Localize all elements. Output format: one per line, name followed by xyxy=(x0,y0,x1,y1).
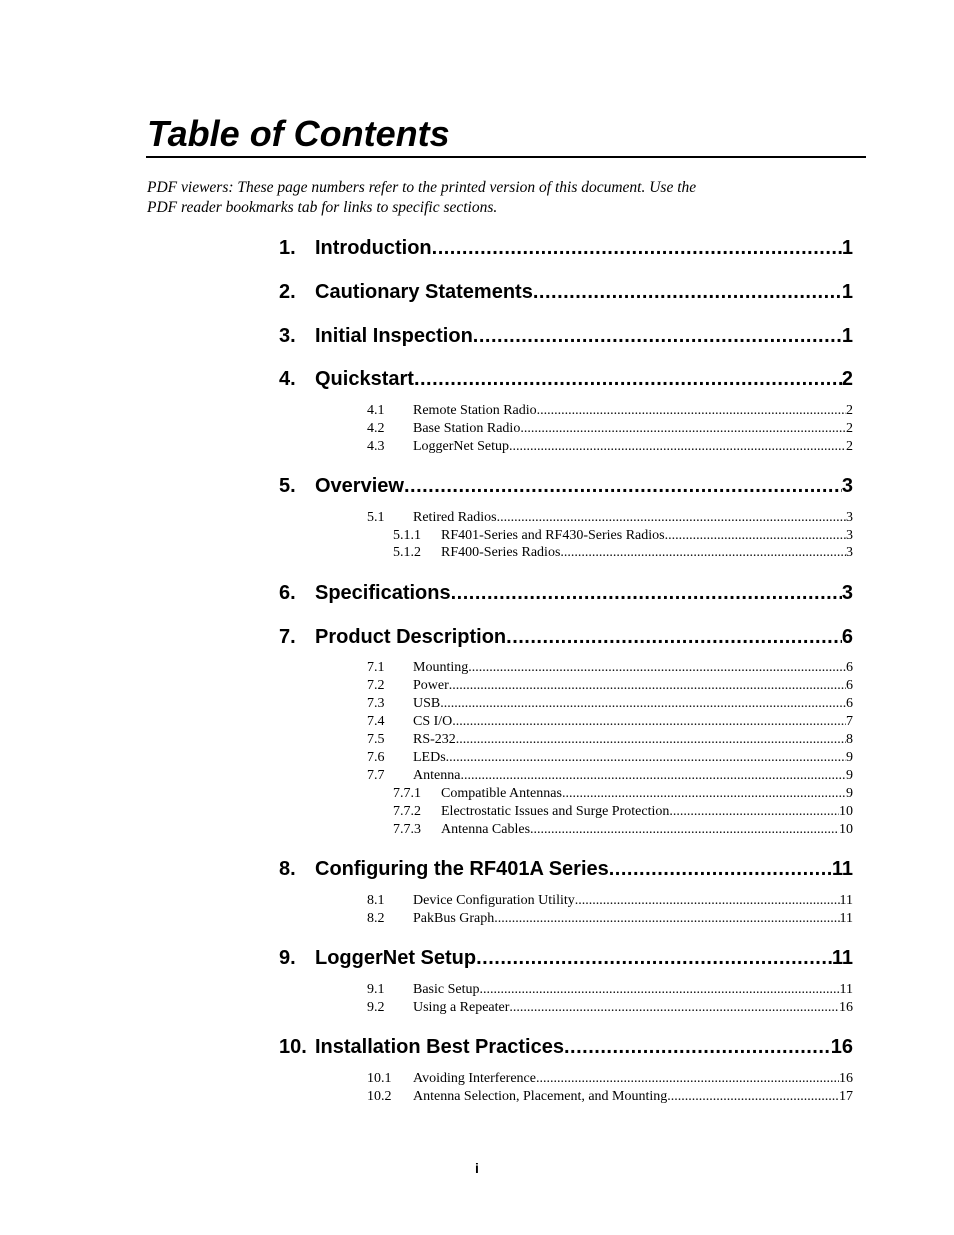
section-page: 6 xyxy=(846,678,853,693)
section-page: 9 xyxy=(846,768,853,783)
page-number: i xyxy=(475,1160,479,1176)
chapter-page: 1 xyxy=(841,325,853,347)
subsection-title: RF401-Series and RF430-Series Radios xyxy=(441,528,665,543)
toc-section-4-3[interactable] xyxy=(367,438,853,456)
chapter-number: 9. xyxy=(279,947,296,969)
toc-subsection-7-7-1[interactable] xyxy=(393,785,853,803)
toc-section-9-1[interactable] xyxy=(367,981,853,999)
section-number: 4.2 xyxy=(367,421,385,436)
section-page: 11 xyxy=(839,893,853,908)
dot-leader xyxy=(564,1035,831,1059)
section-title: CS I/O xyxy=(413,714,453,729)
dot-leader xyxy=(414,367,842,391)
dot-leader xyxy=(468,659,846,677)
toc-chapter-overview[interactable] xyxy=(279,474,853,498)
section-title: Avoiding Interference xyxy=(413,1071,536,1086)
section-title: Mounting xyxy=(413,660,469,675)
subsection-title: Electrostatic Issues and Surge Protection xyxy=(441,804,670,819)
chapter-page: 11 xyxy=(831,947,853,969)
toc-section-4-1[interactable] xyxy=(367,402,853,420)
title-rule xyxy=(146,156,866,158)
section-title: Power xyxy=(413,678,449,693)
section-number: 4.1 xyxy=(367,403,385,418)
dot-leader xyxy=(506,625,842,649)
section-title: Antenna xyxy=(413,768,461,783)
subsection-page: 3 xyxy=(846,545,853,560)
toc-chapter-initial-inspection[interactable] xyxy=(279,324,853,348)
dot-leader xyxy=(440,695,846,713)
dot-leader xyxy=(456,731,846,749)
chapter-number: 3. xyxy=(279,325,296,347)
chapter-number: 7. xyxy=(279,626,296,648)
section-number: 8.2 xyxy=(367,911,385,926)
toc-chapter-quickstart[interactable] xyxy=(279,367,853,391)
subsection-number: 5.1.1 xyxy=(393,528,421,543)
dot-leader xyxy=(494,910,839,928)
chapter-number: 10. xyxy=(279,1036,307,1058)
dot-leader xyxy=(533,280,842,304)
chapter-page: 16 xyxy=(830,1036,853,1058)
toc-chapter-introduction[interactable] xyxy=(279,236,853,260)
toc-section-10-1[interactable] xyxy=(367,1070,853,1088)
toc-section-7-4[interactable] xyxy=(367,713,853,731)
section-title: Remote Station Radio xyxy=(413,403,537,418)
section-number: 7.7 xyxy=(367,768,385,783)
dot-leader xyxy=(562,785,846,803)
toc-section-7-6[interactable] xyxy=(367,749,853,767)
section-page: 11 xyxy=(839,982,853,997)
chapter-page: 2 xyxy=(841,368,853,390)
toc-section-8-2[interactable] xyxy=(367,910,853,928)
section-number: 7.6 xyxy=(367,750,385,765)
chapter-number: 4. xyxy=(279,368,296,390)
section-number: 9.2 xyxy=(367,1000,385,1015)
dot-leader xyxy=(460,767,846,785)
toc-section-4-2[interactable] xyxy=(367,420,853,438)
dot-leader xyxy=(560,544,846,562)
toc-section-5-1[interactable] xyxy=(367,509,853,527)
chapter-title: Introduction xyxy=(315,237,432,259)
dot-leader xyxy=(509,438,846,456)
chapter-page: 3 xyxy=(841,582,853,604)
dot-leader xyxy=(404,474,842,498)
section-title: RS-232 xyxy=(413,732,456,747)
note-line-1: PDF viewers: These page numbers refer to the printed version of this document. Use the xyxy=(147,179,697,196)
dot-leader xyxy=(473,324,842,348)
dot-leader xyxy=(452,713,846,731)
dot-leader xyxy=(449,677,846,695)
section-page: 9 xyxy=(846,750,853,765)
section-page: 2 xyxy=(846,421,853,436)
subsection-title: Compatible Antennas xyxy=(441,786,562,801)
subsection-title: RF400-Series Radios xyxy=(441,545,561,560)
chapter-number: 1. xyxy=(279,237,296,259)
chapter-number: 2. xyxy=(279,281,296,303)
section-number: 7.2 xyxy=(367,678,385,693)
dot-leader xyxy=(497,509,846,527)
section-page: 6 xyxy=(846,696,853,711)
section-page: 2 xyxy=(846,439,853,454)
pdf-viewer-note xyxy=(147,178,787,218)
chapter-title: Initial Inspection xyxy=(315,325,473,347)
section-page: 17 xyxy=(839,1089,853,1104)
toc-chapter-product-description[interactable] xyxy=(279,625,853,649)
chapter-title: Product Description xyxy=(315,626,507,648)
toc-subsection-5-1-2[interactable] xyxy=(393,544,853,562)
chapter-page: 3 xyxy=(841,475,853,497)
toc-chapter-installation-best-practices[interactable] xyxy=(279,1035,853,1059)
toc-section-7-7[interactable] xyxy=(367,767,853,785)
chapter-page: 11 xyxy=(831,858,853,880)
toc-section-7-5[interactable] xyxy=(367,731,853,749)
dot-leader xyxy=(451,581,842,605)
section-title: LoggerNet Setup xyxy=(413,439,510,454)
section-page: 16 xyxy=(839,1071,853,1086)
dot-leader xyxy=(665,527,846,545)
section-title: PakBus Graph xyxy=(413,911,495,926)
toc-section-10-2[interactable] xyxy=(367,1088,853,1106)
section-number: 9.1 xyxy=(367,982,385,997)
subsection-number: 5.1.2 xyxy=(393,545,421,560)
dot-leader xyxy=(575,892,840,910)
chapter-page: 1 xyxy=(841,237,853,259)
section-number: 4.3 xyxy=(367,439,385,454)
chapter-page: 1 xyxy=(841,281,853,303)
subsection-page: 10 xyxy=(839,804,853,819)
section-page: 11 xyxy=(839,911,853,926)
section-number: 7.1 xyxy=(367,660,385,675)
toc-section-9-2[interactable] xyxy=(367,999,853,1017)
subsection-page: 10 xyxy=(839,822,853,837)
toc-section-7-2[interactable] xyxy=(367,677,853,695)
section-number: 8.1 xyxy=(367,893,385,908)
subsection-number: 7.7.3 xyxy=(393,822,421,837)
chapter-title: Installation Best Practices xyxy=(315,1036,564,1058)
note-line-2: PDF reader bookmarks tab for links to specific sections. xyxy=(147,199,498,216)
section-title: Retired Radios xyxy=(413,510,497,525)
dot-leader xyxy=(530,821,839,839)
section-number: 10.1 xyxy=(367,1071,392,1086)
toc-section-8-1[interactable] xyxy=(367,892,853,910)
section-page: 7 xyxy=(846,714,853,729)
toc-subsection-7-7-3[interactable] xyxy=(393,821,853,839)
section-number: 5.1 xyxy=(367,510,385,525)
section-number: 10.2 xyxy=(367,1089,392,1104)
toc-section-7-1[interactable] xyxy=(367,659,853,677)
subsection-page: 9 xyxy=(846,786,853,801)
section-title: USB xyxy=(413,696,441,711)
section-title: Base Station Radio xyxy=(413,421,521,436)
toc-subsection-7-7-2[interactable] xyxy=(393,803,853,821)
dot-leader xyxy=(476,946,832,970)
chapter-number: 6. xyxy=(279,582,296,604)
chapter-page: 6 xyxy=(841,626,853,648)
dot-leader xyxy=(667,1088,839,1106)
section-page: 6 xyxy=(846,660,853,675)
chapter-title: LoggerNet Setup xyxy=(315,947,477,969)
chapter-title: Cautionary Statements xyxy=(315,281,533,303)
toc-chapter-loggernet-setup[interactable] xyxy=(279,946,853,970)
toc-chapter-specifications[interactable] xyxy=(279,581,853,605)
chapter-title: Configuring the RF401A Series xyxy=(315,858,609,880)
section-title: Basic Setup xyxy=(413,982,480,997)
dot-leader xyxy=(537,402,846,420)
section-number: 7.5 xyxy=(367,732,385,747)
toc-chapter-cautionary-statements[interactable] xyxy=(279,280,853,304)
section-page: 3 xyxy=(846,510,853,525)
section-title: LEDs xyxy=(413,750,446,765)
chapter-title: Specifications xyxy=(315,582,451,604)
page-title: Table of Contents xyxy=(147,113,450,154)
toc-chapter-configuring-rf401a[interactable] xyxy=(279,857,853,881)
toc-subsection-5-1-1[interactable] xyxy=(393,527,853,545)
subsection-number: 7.7.1 xyxy=(393,786,421,801)
dot-leader xyxy=(520,420,846,438)
dot-leader xyxy=(446,749,846,767)
section-number: 7.4 xyxy=(367,714,385,729)
dot-leader xyxy=(669,803,839,821)
dot-leader xyxy=(536,1070,839,1088)
section-title: Using a Repeater xyxy=(413,1000,510,1015)
chapter-title: Overview xyxy=(315,475,404,497)
chapter-title: Quickstart xyxy=(315,368,414,390)
section-title: Device Configuration Utility xyxy=(413,893,575,908)
dot-leader xyxy=(432,236,842,260)
section-page: 16 xyxy=(839,1000,853,1015)
chapter-number: 5. xyxy=(279,475,296,497)
section-page: 8 xyxy=(846,732,853,747)
section-number: 7.3 xyxy=(367,696,385,711)
dot-leader xyxy=(509,999,839,1017)
subsection-title: Antenna Cables xyxy=(441,822,531,837)
section-page: 2 xyxy=(846,403,853,418)
dot-leader xyxy=(480,981,840,999)
section-title: Antenna Selection, Placement, and Mounting xyxy=(413,1089,668,1104)
dot-leader xyxy=(609,857,832,881)
toc-section-7-3[interactable] xyxy=(367,695,853,713)
chapter-number: 8. xyxy=(279,858,296,880)
subsection-number: 7.7.2 xyxy=(393,804,421,819)
subsection-page: 3 xyxy=(846,528,853,543)
